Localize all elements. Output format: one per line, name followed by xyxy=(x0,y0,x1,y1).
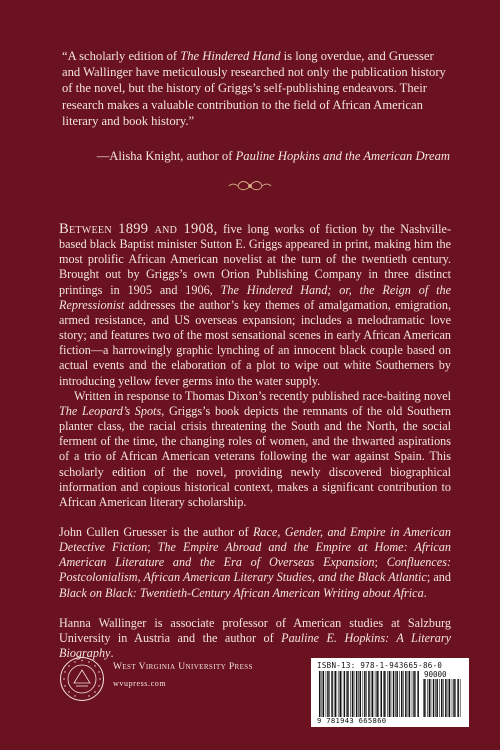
barcode-bar xyxy=(383,671,384,717)
barcode-bar xyxy=(381,671,383,717)
book-title: The Empire Abroad and the Empire at Home: African American Literature and the Era of Overseas Expansion xyxy=(59,540,451,570)
barcode-bar xyxy=(327,671,329,717)
barcode-bar xyxy=(396,671,398,717)
book-title: The Leopard’s Spots xyxy=(59,403,162,418)
barcode-bar xyxy=(335,671,337,717)
barcode-bar xyxy=(408,671,409,717)
separator: . xyxy=(423,585,427,600)
barcode-bar xyxy=(331,671,333,717)
book-title: Pauline E. Hopkins: A Literary Biography xyxy=(59,630,451,661)
isbn-label: ISBN-13: 978-1-943665-86-0 xyxy=(317,661,443,670)
barcode-bar xyxy=(344,671,346,717)
barcode-bar xyxy=(372,671,374,717)
barcode-bar xyxy=(455,679,456,717)
endorsement-attribution xyxy=(97,149,450,164)
barcode-bar xyxy=(439,679,440,717)
barcode-bar xyxy=(387,671,388,717)
paragraph-text: five long works of fiction by the Nashville-based black Baptist minister Sutton E. Griggs appeared in print, making him the most prolific African American novelist at the turn of the twentieth century. Brought out by Griggs’s own Orion Publishing Company in three distinct printings in 1905 and 1906, xyxy=(59,222,452,297)
barcode-bar xyxy=(427,679,428,717)
barcode-bar xyxy=(457,679,459,717)
barcode-bar xyxy=(338,671,339,717)
barcode-bar xyxy=(433,679,435,717)
ornament-divider-icon xyxy=(228,178,272,194)
separator: . xyxy=(110,646,114,661)
barcode-bar xyxy=(342,671,343,717)
author-bio-gruesser xyxy=(59,525,451,601)
barcode-bar xyxy=(347,671,349,717)
book-title: Black on Black: Twentieth-Century African American Writing about Africa xyxy=(59,585,424,600)
barcode-bars-icon xyxy=(319,671,419,717)
barcode-bar xyxy=(360,671,362,717)
barcode-bar xyxy=(429,679,431,717)
barcode-bar xyxy=(340,671,342,717)
barcode-bar xyxy=(375,671,376,717)
barcode-bar xyxy=(441,679,443,717)
barcode-bar xyxy=(413,671,415,717)
barcode-bar xyxy=(431,679,432,717)
barcode-bar xyxy=(405,671,407,717)
attribution-name: —Alisha Knight, author of xyxy=(96,149,236,163)
barcode-bar xyxy=(352,671,354,717)
barcode-bar xyxy=(389,671,391,717)
separator: ; and xyxy=(426,570,451,585)
description xyxy=(59,222,451,661)
barcode-bar xyxy=(424,679,426,717)
quote-text-cont: is long overdue, and Gruesser and Wallinger have meticulously researched not only the publication history of the novel, but the history of Griggs’s self-publishing endeavors. Their research makes a valuable contribution to the field of African American literary and book history.” xyxy=(62,49,446,128)
barcode-bar xyxy=(449,679,451,717)
barcode-bar xyxy=(460,679,461,717)
barcode-digits: 9 781943 665860 xyxy=(317,716,387,725)
barcode-bar xyxy=(322,671,323,717)
barcode-bar xyxy=(326,671,327,717)
isbn-barcode xyxy=(311,658,469,727)
publisher-url[interactable]: wvupress.com xyxy=(113,679,167,688)
barcode-bar xyxy=(393,671,395,717)
barcode-bar xyxy=(364,671,366,717)
paragraph-text: Written in response to Thomas Dixon’s recently published race-baiting novel xyxy=(74,388,451,403)
barcode-bar xyxy=(412,671,413,717)
separator: ; xyxy=(374,555,387,570)
barcode-bar xyxy=(329,671,330,717)
barcode-bar xyxy=(435,679,436,717)
lead-in: Between 1899 and 1908, xyxy=(59,221,218,237)
barcode-bar xyxy=(366,671,367,717)
separator: ; xyxy=(147,540,158,555)
description-paragraph-2 xyxy=(59,389,451,510)
barcode-bar xyxy=(395,671,396,717)
barcode-bar xyxy=(448,679,449,717)
barcode-bar xyxy=(399,671,400,717)
barcode-bar xyxy=(436,679,438,717)
barcode-bar xyxy=(423,679,424,717)
description-paragraph xyxy=(59,222,451,389)
barcode-bar xyxy=(319,671,321,717)
attribution-book-title: Pauline Hopkins and the American Dream xyxy=(235,149,450,163)
book-title: Race, Gender, and Empire in American Detective Fiction xyxy=(59,524,451,555)
bio-text: Hanna Wallinger is associate professor of American studies at Salzburg University in Austria and the author of xyxy=(59,615,451,645)
barcode-bar xyxy=(384,671,386,717)
endorsement-quote xyxy=(62,48,454,129)
barcode-bar xyxy=(453,679,455,717)
quote-text: “A scholarly edition of xyxy=(62,49,181,63)
barcode-bar xyxy=(401,671,403,717)
barcode-bar xyxy=(445,679,447,717)
paragraph-text-cont: addresses the author’s key themes of amalgamation, emigration, armed resistance, and US overseas expansion; includes a melodramatic love story; and features two of the most sensational scenes in early African American fiction—a harrowingly graphic lynching of an innocent black couple based on actual events and the elaboration of a plot to wipe out white Southerners by introducing yellow fever germs into the water supply. xyxy=(59,297,451,388)
barcode-bar xyxy=(346,671,347,717)
barcode-bar xyxy=(358,671,359,717)
publisher-name: West Virginia University Press xyxy=(113,662,253,672)
barcode-bar xyxy=(323,671,325,717)
barcode-bar xyxy=(443,679,444,717)
barcode-bar xyxy=(415,671,416,717)
university-seal-icon xyxy=(59,656,105,702)
book-title: The Hindered Hand; or, the Reign of the Repressionist xyxy=(59,282,451,312)
barcode-bar xyxy=(417,671,419,717)
barcode-bar xyxy=(334,671,335,717)
barcode-bar xyxy=(354,671,355,717)
barcode-bar xyxy=(356,671,358,717)
quote-book-title: The Hindered Hand xyxy=(180,49,281,63)
barcode-bar xyxy=(371,671,372,717)
barcode-bar xyxy=(409,671,411,717)
barcode-bar xyxy=(403,671,404,717)
book-title: Confluences: Postcolonialism, African American Literary Studies, and the Black Atlantic xyxy=(59,555,452,585)
addon-barcode-bars-icon xyxy=(423,679,461,717)
barcode-bar xyxy=(378,671,379,717)
price-code: 90000 xyxy=(424,670,447,679)
barcode-bar xyxy=(368,671,370,717)
barcode-bar xyxy=(363,671,364,717)
barcode-bar xyxy=(350,671,351,717)
barcode-bar xyxy=(391,671,392,717)
barcode-bar xyxy=(376,671,378,717)
bio-text: John Cullen Gruesser is the author of xyxy=(59,524,253,539)
paragraph-text-cont: , Griggs’s book depicts the remnants of the old Southern planter class, the racial crisis threatening the South and the North, the social ferment of the time, the changing roles of women, and the thwarted aspirations of a trio of African American veterans following the war against Spain. This scholarly edition of the novel, providing newly discovered biographical information and copious historical context, makes a significant contribution to African American literary scholarship. xyxy=(59,403,452,509)
barcode-bar xyxy=(452,679,453,717)
